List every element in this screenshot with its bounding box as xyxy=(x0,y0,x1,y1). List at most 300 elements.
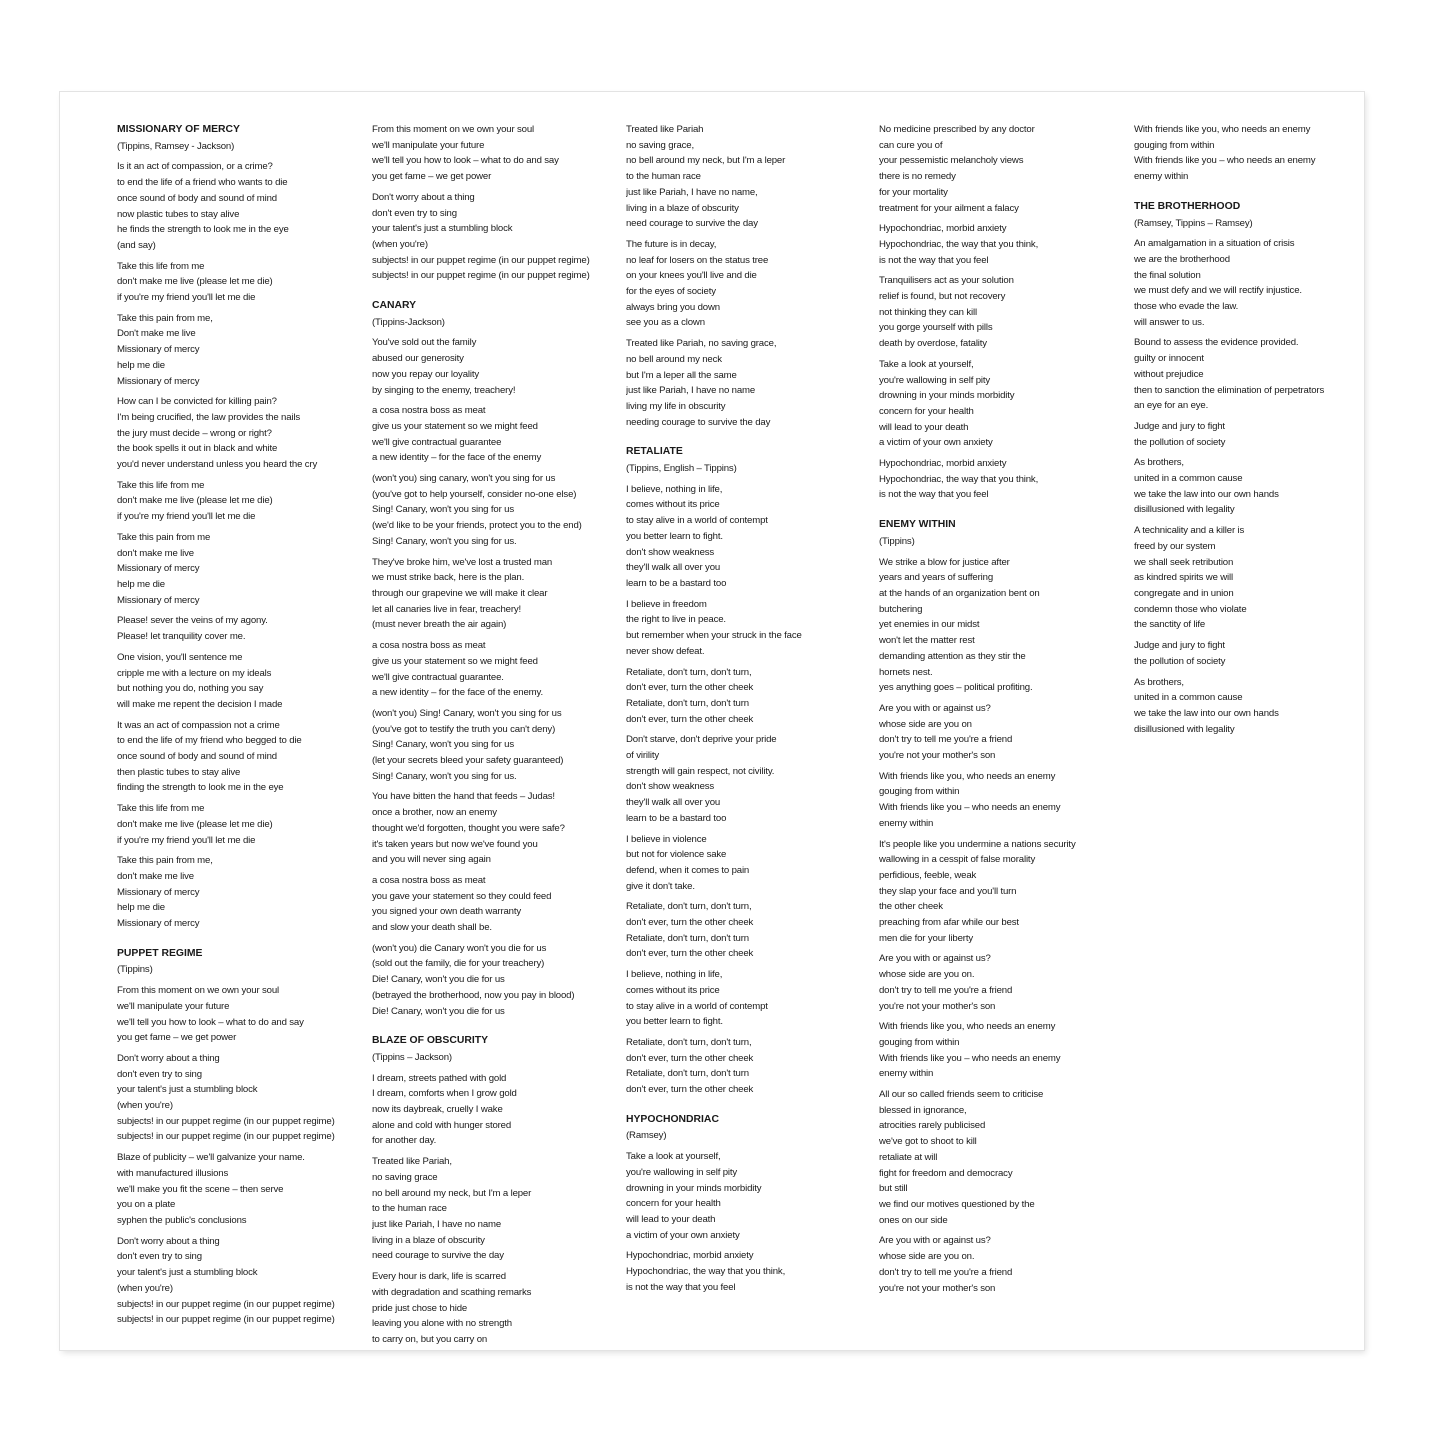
lyric-line: to end the life of a friend who wants to die xyxy=(117,177,288,189)
lyric-line: we find our motives questioned by the xyxy=(879,1199,1035,1210)
lyric-line: Retaliate, don't turn, don't turn, xyxy=(626,901,752,913)
verse xyxy=(1134,675,1380,738)
song-credits: (Tippins) xyxy=(117,964,153,976)
verse xyxy=(1134,419,1380,450)
lyric-line: we've got to shoot to kill xyxy=(879,1136,977,1148)
song-credits: (Ramsey) xyxy=(626,1130,667,1142)
lyric-line: Tranquilisers act as your solution xyxy=(879,275,1014,287)
lyric-line: you get fame – we get power xyxy=(117,1032,237,1044)
verse xyxy=(372,403,618,466)
lyric-line: your talent's just a stumbling block xyxy=(117,1267,258,1279)
lyric-line: condemn those who violate xyxy=(1134,603,1247,615)
verse xyxy=(879,357,1125,451)
lyric-line: Treated like Pariah, xyxy=(372,1156,452,1168)
verse xyxy=(117,259,363,306)
lyric-line: Every hour is dark, life is scarred xyxy=(372,1271,506,1283)
lyric-line: don't ever, turn the other cheek xyxy=(626,948,754,960)
verse xyxy=(1134,335,1380,414)
lyric-line: you're not your mother's son xyxy=(879,1000,996,1012)
lyric-line: subjects! in our puppet regime (in our puppet regime) xyxy=(117,1314,335,1326)
lyric-line: whose side are you on. xyxy=(879,969,975,981)
lyric-line: but nothing you do, nothing you say xyxy=(117,683,264,695)
lyric-line: to end the life of my friend who begged to die xyxy=(117,735,302,747)
lyric-line: Missionary of mercy xyxy=(117,886,200,898)
verse xyxy=(117,159,363,253)
lyric-line: is not the way that you feel xyxy=(879,254,989,266)
lyric-line: (when you're) xyxy=(117,1100,173,1112)
lyric-line: you better learn to fight. xyxy=(626,1016,723,1028)
lyric-line: then plastic tubes to stay alive xyxy=(117,766,241,778)
verse xyxy=(626,122,872,232)
lyric-line: Take this pain from me, xyxy=(117,312,213,324)
verse xyxy=(626,597,872,660)
lyric-line: alone and cold with hunger stored xyxy=(372,1119,512,1131)
lyric-line: a new identity – for the face of the enemy xyxy=(372,452,542,464)
lyric-line: if you're my friend you'll let me die xyxy=(117,292,256,304)
verse xyxy=(626,832,872,895)
song-block xyxy=(372,1033,618,1347)
verse xyxy=(117,801,363,848)
lyric-line: a cosa nostra boss as meat xyxy=(372,874,486,886)
lyric-line: is not the way that you feel xyxy=(626,1281,736,1293)
lyric-line: With friends like you – who needs an enemy xyxy=(1134,155,1316,167)
lyric-line: they'll walk all over you xyxy=(626,797,721,809)
lyric-line: they slap your face and you'll turn xyxy=(879,885,1017,897)
lyric-line: don't make me live xyxy=(117,870,194,882)
lyric-line: you're not your mother's son xyxy=(879,1282,996,1294)
lyric-line: once sound of body and sound of mind xyxy=(117,192,277,204)
lyric-line: No medicine prescribed by any doctor xyxy=(879,124,1035,135)
lyric-line: not thinking they can kill xyxy=(879,306,977,318)
lyric-line: finding the strength to look me in the eye xyxy=(117,782,284,794)
lyric-line: as kindred spirits we will xyxy=(1134,572,1233,584)
lyric-line: is not the way that you feel xyxy=(879,489,989,501)
lyric-line: we'll give contractual guarantee. xyxy=(372,671,504,683)
song-block xyxy=(626,444,872,1097)
lyric-line: (when you're) xyxy=(372,238,428,250)
lyric-line: hornets nest. xyxy=(879,666,933,678)
lyric-line: living in a blaze of obscurity xyxy=(372,1234,485,1246)
verse xyxy=(117,394,363,473)
lyric-line: if you're my friend you'll let me die xyxy=(117,834,256,846)
lyric-line: Are you with or against us? xyxy=(879,702,991,714)
lyric-line: and slow your death shall be. xyxy=(372,922,492,934)
lyric-line: All our so called friends seem to criticise xyxy=(879,1089,1044,1101)
lyric-line: don't even try to sing xyxy=(372,207,457,219)
lyric-line: then to sanction the elimination of perpetrators xyxy=(1134,384,1325,396)
lyric-line: butchering xyxy=(879,603,923,615)
verse xyxy=(117,650,363,713)
lyric-line: no saving grace, xyxy=(626,139,694,151)
lyric-line: just like Pariah, I have no name xyxy=(372,1219,502,1230)
lyric-line: no saving grace xyxy=(372,1171,438,1183)
lyric-line: wallowing in a cesspit of false morality xyxy=(879,854,1036,866)
lyric-line: defend, when it comes to pain xyxy=(626,864,750,876)
lyric-line: to carry on, but you carry on xyxy=(372,1333,488,1345)
lyric-line: it's taken years but now we've found you xyxy=(372,838,538,850)
lyric-line: you get fame – we get power xyxy=(372,171,492,183)
verse xyxy=(626,665,872,728)
lyric-line: As brothers, xyxy=(1134,676,1184,688)
lyric-line: Take this pain from me, xyxy=(117,855,213,867)
lyric-line: can cure you of xyxy=(879,139,943,151)
verse xyxy=(1134,236,1380,330)
lyric-line: drowning in your minds morbidity xyxy=(879,390,1015,402)
song-credits: (Tippins, English – Tippins) xyxy=(626,463,737,475)
lyric-line: he finds the strength to look me in the eye xyxy=(117,224,289,236)
lyric-line: Are you with or against us? xyxy=(879,1235,991,1247)
lyric-line: but still xyxy=(879,1183,908,1195)
lyric-line: You have bitten the hand that feeds – Judas! xyxy=(372,791,555,803)
lyrics-column-4 xyxy=(879,122,1125,1296)
lyric-line: a victim of your own anxiety xyxy=(626,1229,740,1241)
lyric-line: Don't starve, don't deprive your pride xyxy=(626,734,777,746)
lyric-line: to stay alive in a world of contempt xyxy=(626,1000,768,1012)
lyric-line: yes anything goes – political profiting. xyxy=(879,682,1033,694)
lyric-line: Treated like Pariah, no saving grace, xyxy=(626,338,777,350)
lyric-line: (we'd like to be your friends, protect you to the end) xyxy=(372,520,582,532)
lyric-line: don't make me live (please let me die) xyxy=(117,818,273,830)
song-credits: (Tippins) xyxy=(879,535,915,547)
verse xyxy=(117,853,363,932)
lyric-line: With friends like you – who needs an enemy xyxy=(879,802,1061,814)
lyric-line: learn to be a bastard too xyxy=(626,812,727,824)
lyric-line: through our grapevine we will make it clear xyxy=(372,587,548,599)
verse xyxy=(372,941,618,1020)
lyric-line: (and say) xyxy=(117,239,156,251)
lyric-line: to the human race xyxy=(626,171,701,183)
lyric-line: Missionary of mercy xyxy=(117,344,200,356)
lyric-line: just like Pariah, I have no name xyxy=(626,385,756,397)
lyric-line: From this moment on we own your soul xyxy=(117,985,280,997)
lyric-line: don't even try to sing xyxy=(117,1251,202,1263)
verse xyxy=(1134,638,1380,669)
lyric-line: (won't you) die Canary won't you die for us xyxy=(372,942,547,954)
lyric-line: you gave your statement so they could feed xyxy=(372,890,552,902)
lyric-line: once sound of body and sound of mind xyxy=(117,751,277,763)
lyric-line: learn to be a bastard too xyxy=(626,577,727,589)
lyric-line: they'll walk all over you xyxy=(626,562,721,574)
lyric-line: you're wallowing in self pity xyxy=(626,1166,738,1178)
song-title: THE BROTHERHOOD xyxy=(1134,200,1241,212)
lyric-line: Don't worry about a thing xyxy=(117,1235,220,1247)
lyric-line: and you will never sing again xyxy=(372,854,491,866)
lyric-line: now plastic tubes to stay alive xyxy=(117,208,240,220)
lyric-line: for the eyes of society xyxy=(626,286,716,298)
verse xyxy=(879,1233,1125,1296)
lyric-line: concern for your health xyxy=(626,1198,721,1210)
lyric-line: but remember when your struck in the face xyxy=(626,630,802,642)
song-continuation xyxy=(879,122,1125,503)
lyric-line: relief is found, but not recovery xyxy=(879,291,1006,303)
lyric-line: the sanctity of life xyxy=(1134,619,1206,631)
lyric-line: Missionary of mercy xyxy=(117,375,200,387)
lyrics-column-3 xyxy=(626,122,872,1296)
lyric-line: Retaliate, don't turn, don't turn xyxy=(626,932,749,944)
lyric-line: Hypochondriac, morbid anxiety xyxy=(626,1250,754,1262)
lyric-line: don't make me live (please let me die) xyxy=(117,276,273,288)
lyric-line: we'll manipulate your future xyxy=(117,1000,230,1012)
lyric-line: no bell around my neck xyxy=(626,353,722,365)
lyric-line: give it don't take. xyxy=(626,880,695,892)
lyric-line: yet enemies in our midst xyxy=(879,619,980,631)
lyric-line: syphen the public's conclusions xyxy=(117,1215,247,1226)
lyric-line: Sing! Canary, won't you sing for us. xyxy=(372,535,517,547)
lyric-line: Sing! Canary, won't you sing for us xyxy=(372,504,514,516)
lyric-line: (won't you) sing canary, won't you sing for us xyxy=(372,473,556,485)
lyric-line: disillusioned with legality xyxy=(1134,723,1235,735)
lyric-line: I'm being crucified, the law provides the nails xyxy=(117,411,301,423)
verse xyxy=(372,1071,618,1150)
lyric-line: with manufactured illusions xyxy=(117,1167,229,1179)
song-credits: (Tippins, Ramsey - Jackson) xyxy=(117,140,235,152)
verse xyxy=(879,273,1125,352)
lyric-line: I believe, nothing in life, xyxy=(626,969,723,981)
lyric-line: They've broke him, we've lost a trusted man xyxy=(372,556,553,568)
lyric-line: An amalgamation in a situation of crisis xyxy=(1134,238,1295,250)
song-block xyxy=(117,122,363,932)
lyric-line: I dream, streets pathed with gold xyxy=(372,1072,507,1084)
lyric-line: will answer to us. xyxy=(1134,316,1205,328)
lyric-line: united in a common cause xyxy=(1134,473,1243,485)
lyric-line: subjects! in our puppet regime (in our puppet regime) xyxy=(117,1131,335,1143)
lyric-line: for your mortality xyxy=(879,186,948,198)
lyric-line: don't even try to sing xyxy=(117,1068,202,1080)
lyric-line: How can I be convicted for killing pain? xyxy=(117,396,277,408)
verse xyxy=(372,190,618,284)
lyric-line: the other cheek xyxy=(879,901,943,913)
lyric-line: Sing! Canary, won't you sing for us xyxy=(372,739,514,751)
lyric-line: With friends like you, who needs an enemy xyxy=(1134,124,1311,135)
song-block xyxy=(626,1112,872,1296)
lyric-line: It was an act of compassion not a crime xyxy=(117,719,280,731)
lyric-line: you signed your own death warranty xyxy=(372,906,522,918)
song-title: ENEMY WITHIN xyxy=(879,519,956,531)
verse xyxy=(626,482,872,592)
lyric-line: you'd never understand unless you heard the cry xyxy=(117,459,318,471)
lyric-line: if you're my friend you'll let me die xyxy=(117,511,256,523)
lyric-line: (you've got to testify the truth you can't deny) xyxy=(372,723,556,735)
verse xyxy=(372,873,618,936)
verse xyxy=(372,706,618,785)
verse xyxy=(879,701,1125,764)
lyric-line: With friends like you – who needs an enemy xyxy=(879,1052,1061,1064)
verse xyxy=(117,718,363,797)
verse xyxy=(879,122,1125,216)
lyric-line: subjects! in our puppet regime (in our puppet regime) xyxy=(372,254,590,266)
lyric-line: I dream, comforts when I grow gold xyxy=(372,1088,517,1100)
lyric-line: comes without its price xyxy=(626,499,720,511)
lyric-line: you're not your mother's son xyxy=(879,750,996,762)
lyric-line: (let your secrets bleed your safety guaranteed) xyxy=(372,755,564,767)
lyric-line: now its daybreak, cruelly I wake xyxy=(372,1104,503,1116)
lyric-line: (you've got to help yourself, consider no-one else) xyxy=(372,488,577,500)
verse xyxy=(1134,122,1380,185)
lyric-line: subjects! in our puppet regime (in our puppet regime) xyxy=(117,1115,335,1127)
verse xyxy=(626,237,872,331)
lyric-line: to the human race xyxy=(372,1203,447,1215)
lyric-line: thought we'd forgotten, thought you were safe? xyxy=(372,822,565,834)
lyric-line: don't make me live xyxy=(117,547,194,559)
verse xyxy=(117,983,363,1046)
verse xyxy=(626,1248,872,1295)
lyric-line: no bell around my neck, but I'm a leper xyxy=(372,1187,532,1199)
verse xyxy=(372,471,618,550)
verse xyxy=(372,122,618,185)
lyric-line: need courage to survive the day xyxy=(626,218,758,230)
lyric-line: never show defeat. xyxy=(626,645,705,657)
lyric-line: the pollution of society xyxy=(1134,655,1226,667)
lyric-line: Retaliate, don't turn, don't turn xyxy=(626,697,749,709)
lyric-line: don't make me live (please let me die) xyxy=(117,495,273,507)
verse xyxy=(879,456,1125,503)
lyric-line: for another day. xyxy=(372,1135,437,1147)
verse xyxy=(372,335,618,398)
lyric-line: Take a look at yourself, xyxy=(879,358,974,370)
verse xyxy=(117,1234,363,1328)
lyric-line: won't let the matter rest xyxy=(879,635,975,647)
lyric-line: will make me repent the decision I made xyxy=(117,698,283,710)
lyric-line: of virility xyxy=(626,750,659,762)
lyric-line: on your knees you'll live and die xyxy=(626,270,757,282)
lyric-line: don't ever, turn the other cheek xyxy=(626,1084,754,1096)
lyric-line: a victim of your own anxiety xyxy=(879,437,993,449)
verse xyxy=(372,1154,618,1264)
lyric-line: (sold out the family, die for your treachery) xyxy=(372,958,545,970)
lyric-line: freed by our system xyxy=(1134,540,1216,552)
lyric-line: congregate and in union xyxy=(1134,587,1234,599)
lyric-line: drowning in your minds morbidity xyxy=(626,1182,762,1194)
lyric-line: will lead to your death xyxy=(879,421,969,433)
lyric-line: gouging from within xyxy=(879,786,960,798)
lyric-line: we are the brotherhood xyxy=(1134,253,1230,265)
lyric-line: a new identity – for the face of the enemy. xyxy=(372,687,543,699)
lyric-line: don't show weakness xyxy=(626,781,715,793)
lyric-line: to stay alive in a world of contempt xyxy=(626,515,768,527)
lyrics-column-5 xyxy=(1134,122,1380,737)
song-title: PUPPET REGIME xyxy=(117,947,203,959)
lyric-line: don't ever, turn the other cheek xyxy=(626,713,754,725)
lyric-line: help me die xyxy=(117,578,165,590)
lyric-line: treatment for your ailment a falacy xyxy=(879,202,1019,214)
song-title: BLAZE OF OBSCURITY xyxy=(372,1035,489,1047)
lyric-line: whose side are you on xyxy=(879,718,972,730)
verse xyxy=(626,1035,872,1098)
lyric-line: abused our generosity xyxy=(372,353,464,365)
lyric-line: comes without its price xyxy=(626,984,720,996)
lyric-line: don't try to tell me you're a friend xyxy=(879,734,1013,746)
lyric-line: living in a blaze of obscurity xyxy=(626,202,739,214)
lyric-line: Don't make me live xyxy=(117,328,196,340)
lyric-line: no bell around my neck, but I'm a leper xyxy=(626,155,786,167)
lyric-line: don't ever, turn the other cheek xyxy=(626,917,754,929)
song-block xyxy=(117,946,363,1328)
lyric-line: As brothers, xyxy=(1134,457,1184,469)
lyric-line: Take this pain from me xyxy=(117,531,211,543)
lyric-line: fight for freedom and democracy xyxy=(879,1167,1013,1179)
lyric-line: those who evade the law. xyxy=(1134,301,1239,313)
lyric-line: Sing! Canary, won't you sing for us. xyxy=(372,770,517,782)
lyric-line: ones on our side xyxy=(879,1214,948,1226)
song-credits: (Ramsey, Tippins – Ramsey) xyxy=(1134,217,1253,229)
verse xyxy=(626,1149,872,1243)
song-title: MISSIONARY OF MERCY xyxy=(117,124,240,135)
verse xyxy=(117,1150,363,1229)
lyric-line: Retaliate, don't turn, don't turn, xyxy=(626,1036,752,1048)
lyric-line: The future is in decay, xyxy=(626,238,717,250)
lyric-line: gouging from within xyxy=(1134,139,1215,151)
lyric-line: a cosa nostra boss as meat xyxy=(372,640,486,652)
lyric-line: Missionary of mercy xyxy=(117,918,200,930)
lyric-line: Retaliate, don't turn, don't turn, xyxy=(626,666,752,678)
lyric-line: enemy within xyxy=(879,1068,934,1080)
lyric-line: give us your statement so we might feed xyxy=(372,420,538,432)
lyric-line: the right to live in peace. xyxy=(626,614,726,626)
lyric-line: demanding attention as they stir the xyxy=(879,650,1026,662)
lyric-line: but I'm a leper all the same xyxy=(626,369,737,381)
lyric-line: need courage to survive the day xyxy=(372,1250,504,1262)
lyric-line: retaliate at will xyxy=(879,1151,938,1163)
lyric-line: a cosa nostra boss as meat xyxy=(372,405,486,417)
lyric-line: we take the law into our own hands xyxy=(1134,707,1279,719)
verse xyxy=(879,1019,1125,1082)
lyric-line: enemy within xyxy=(879,817,934,829)
lyric-line: With friends like you, who needs an enemy xyxy=(879,770,1056,782)
lyric-line: the pollution of society xyxy=(1134,436,1226,448)
lyric-line: guilty or innocent xyxy=(1134,353,1204,365)
lyric-line: You've sold out the family xyxy=(372,337,477,349)
lyric-line: we take the law into our own hands xyxy=(1134,488,1279,500)
verse xyxy=(1134,523,1380,633)
lyric-line: the book spells it out in black and white xyxy=(117,443,278,455)
lyric-line: Hypochondriac, the way that you think, xyxy=(879,238,1039,250)
lyric-line: enemy within xyxy=(1134,171,1189,183)
lyric-line: pride just chose to hide xyxy=(372,1302,468,1314)
lyric-line: whose side are you on. xyxy=(879,1251,975,1263)
verse xyxy=(879,1087,1125,1228)
verse xyxy=(879,769,1125,832)
lyric-line: let all canaries live in fear, treachery! xyxy=(372,603,522,615)
lyric-line: Blaze of publicity – we'll galvanize your name. xyxy=(117,1152,305,1164)
lyric-line: no leaf for losers on the status tree xyxy=(626,254,769,266)
lyric-line: (betrayed the brotherhood, now you pay in blood) xyxy=(372,989,575,1001)
lyric-line: subjects! in our puppet regime (in our puppet regime) xyxy=(372,270,590,282)
lyric-line: preaching from afar while our best xyxy=(879,917,1019,929)
lyric-line: Die! Canary, won't you die for us xyxy=(372,1005,505,1017)
verse xyxy=(879,837,1125,947)
lyric-line: Don't worry about a thing xyxy=(117,1052,220,1064)
lyric-line: needing courage to survive the day xyxy=(626,416,771,428)
lyric-line: at the hands of an organization bent on xyxy=(879,587,1040,599)
lyric-line: now you repay our loyality xyxy=(372,368,480,380)
lyric-line: always bring you down xyxy=(626,301,720,313)
lyric-line: Missionary of mercy xyxy=(117,594,200,606)
lyric-line: the jury must decide – wrong or right? xyxy=(117,427,272,439)
lyrics-column-1 xyxy=(117,122,363,1328)
verse xyxy=(117,530,363,609)
lyric-line: don't ever, turn the other cheek xyxy=(626,1052,754,1064)
verse xyxy=(1134,455,1380,518)
lyric-line: years and years of suffering xyxy=(879,572,994,584)
lyric-line: Hypochondriac, morbid anxiety xyxy=(879,223,1007,235)
lyric-line: Bound to assess the evidence provided. xyxy=(1134,337,1299,349)
song-block xyxy=(879,517,1125,1296)
lyric-line: (won't you) Sing! Canary, won't you sing for us xyxy=(372,707,562,719)
verse xyxy=(626,336,872,430)
lyric-line: you better learn to fight. xyxy=(626,530,723,542)
lyric-line: we'll manipulate your future xyxy=(372,139,485,151)
lyric-line: you're wallowing in self pity xyxy=(879,374,991,386)
